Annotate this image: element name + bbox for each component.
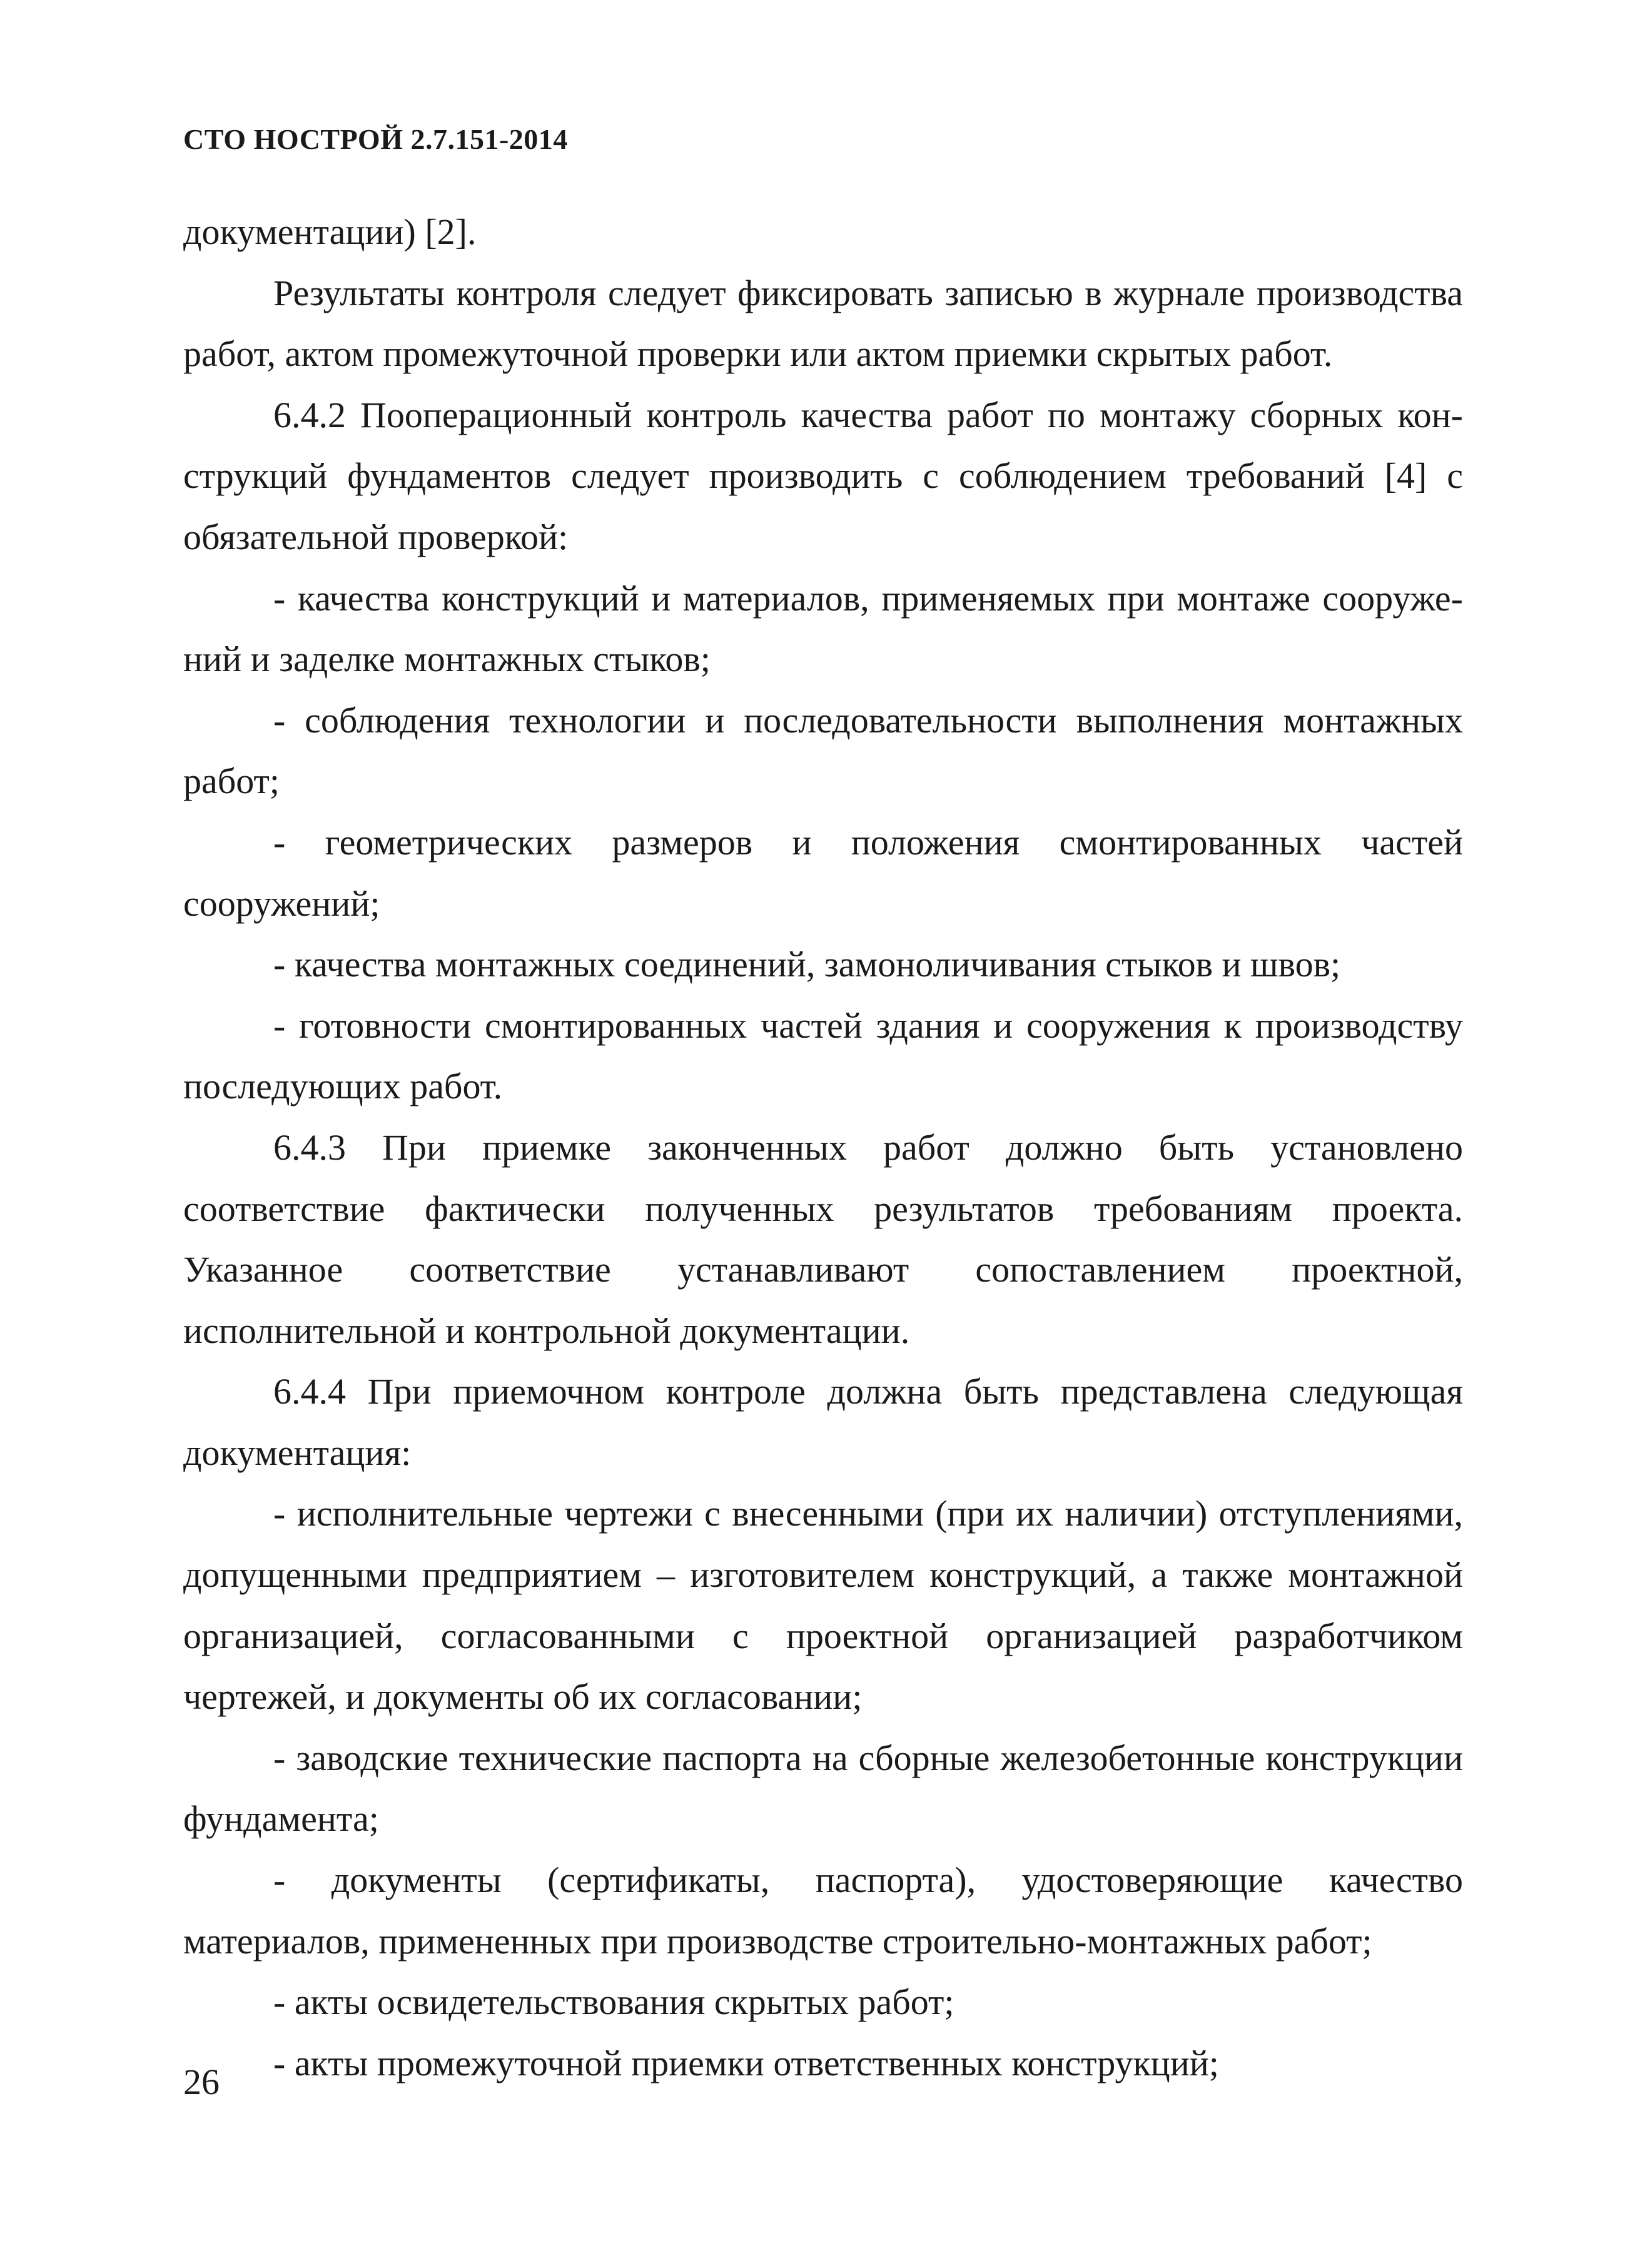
list-item: - качества конструкций и материалов, применяемых при монтаже сооружений и заделке монтажных стыков;: [183, 577, 1463, 680]
paragraph-continuation: документации) [2].: [183, 211, 477, 252]
list-item: - готовности смонтированных частей здания и сооружения к производству последующих работ.: [183, 1005, 1463, 1107]
paragraph-6-4-4: 6.4.4 При приемочном контроле должна быть представлена следующая документация:: [183, 1371, 1463, 1473]
list-item: - геометрических размеров и положения смонтированных частей сооружений;: [183, 821, 1463, 924]
standard-header: СТО НОСТРОЙ 2.7.151-2014: [183, 123, 568, 155]
list-item: - документы (сертификаты, паспорта), удостоверяющие качество материалов, примененных при производстве строительно-монтажных работ;: [183, 1860, 1463, 1962]
list-item: - акты промежуточной приемки ответственных конструкций;: [273, 2042, 1219, 2083]
paragraph-6-4-2: 6.4.2 Пооперационный контроль качества работ по монтажу сборных конструкций фундаментов следует производить с соблюдением требований [4] с обязательной проверкой:: [183, 394, 1463, 557]
list-item: - качества монтажных соединений, замоноличивания стыков и швов;: [273, 944, 1341, 985]
paragraph-6-4-3: 6.4.3 При приемке законченных работ должно быть установлено соответствие фактически полученных результатов требованиям проекта. Указанное соответствие устанавливают сопоставлением проектной, исполнительной и контрольной документации.: [183, 1126, 1463, 1351]
list-item: - соблюдения технологии и последовательности выполнения монтажных работ;: [183, 699, 1463, 802]
list-item: - акты освидетельствования скрытых работ;: [273, 1982, 954, 2023]
paragraph-results: Результаты контроля следует фиксировать записью в журнале производства работ, актом промежуточной проверки или актом приемки скрытых работ.: [183, 272, 1463, 375]
list-item: - заводские технические паспорта на сборные железобетонные конструкции фундамента;: [183, 1737, 1463, 1840]
page-number: 26: [183, 2062, 220, 2102]
list-item: - исполнительные чертежи с внесенными (при их наличии) отступлениями, допущенными предприятием – изготовителем конструкций, а также монтажной организацией, согласованными с проектной организацией разработчиком чертежей, и документы об их согласовании;: [183, 1493, 1463, 1718]
document-body: [183, 201, 1463, 2093]
